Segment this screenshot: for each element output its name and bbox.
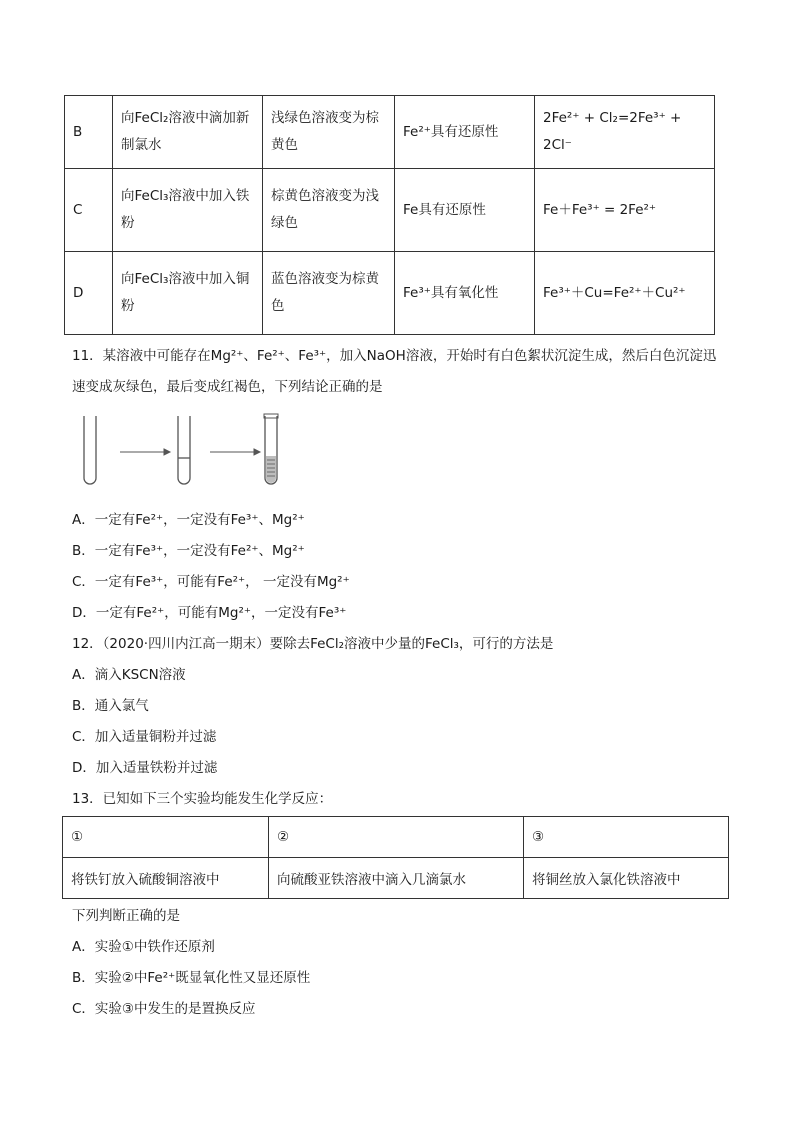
row-label: D bbox=[65, 252, 113, 335]
operation-line: 制氯水 bbox=[121, 137, 162, 153]
question-11-option-c: C．一定有Fe³⁺，可能有Fe²⁺， 一定没有Mg²⁺ bbox=[72, 574, 350, 590]
test-tube-diagram bbox=[78, 412, 298, 490]
question-13-option-a: A．实验①中铁作还原剂 bbox=[72, 939, 215, 955]
phenomenon-line: 色 bbox=[271, 298, 285, 314]
question-11-option-a: A．一定有Fe²⁺，一定没有Fe³⁺、Mg²⁺ bbox=[72, 512, 305, 528]
conclusion-cell: Fe²⁺具有还原性 bbox=[395, 96, 535, 169]
row-label: C bbox=[65, 169, 113, 252]
question-13-option-c: C．实验③中发生的是置换反应 bbox=[72, 1001, 256, 1017]
header-cell: ③ bbox=[524, 817, 729, 858]
table-row bbox=[63, 817, 729, 858]
experiment-list-table bbox=[62, 816, 729, 899]
question-11-stem-line1: 11．某溶液中可能存在Mg²⁺、Fe²⁺、Fe³⁺，加入NaOH溶液，开始时有白色絮状沉淀生成，然后白色沉淀迅 bbox=[72, 348, 717, 364]
operation-line: 向FeCl₃溶液中加入铁 bbox=[121, 188, 250, 204]
question-13-prompt: 下列判断正确的是 bbox=[72, 908, 180, 924]
operation-line: 向FeCl₂溶液中滴加新 bbox=[121, 110, 250, 126]
question-13-stem: 13．已知如下三个实验均能发生化学反应： bbox=[72, 791, 333, 807]
question-12-option-c: C．加入适量铜粉并过滤 bbox=[72, 729, 217, 745]
operation-line: 粉 bbox=[121, 298, 135, 314]
question-13-option-b: B．实验②中Fe²⁺既显氧化性又显还原性 bbox=[72, 970, 311, 986]
header-cell: ① bbox=[63, 817, 269, 858]
header-cell: ② bbox=[269, 817, 524, 858]
phenomenon-line: 棕黄色溶液变为浅 bbox=[271, 188, 379, 204]
equation-cell: Fe＋Fe³⁺ = 2Fe²⁺ bbox=[535, 169, 715, 252]
phenomenon-cell bbox=[263, 252, 395, 335]
conclusion-cell: Fe³⁺具有氧化性 bbox=[395, 252, 535, 335]
question-12-stem: 12．（2020·四川内江高一期末）要除去FeCl₂溶液中少量的FeCl₃，可行的方法是 bbox=[72, 636, 554, 652]
question-11-option-d: D．一定有Fe²⁺，可能有Mg²⁺，一定没有Fe³⁺ bbox=[72, 605, 347, 621]
phenomenon-cell bbox=[263, 169, 395, 252]
conclusion-cell: Fe具有还原性 bbox=[395, 169, 535, 252]
phenomenon-cell bbox=[263, 96, 395, 169]
phenomenon-line: 蓝色溶液变为棕黄 bbox=[271, 271, 379, 287]
table-row bbox=[65, 169, 715, 252]
operation-cell bbox=[113, 252, 263, 335]
experiment-cell: 向硫酸亚铁溶液中滴入几滴氯水 bbox=[269, 858, 524, 899]
question-11-option-b: B．一定有Fe³⁺，一定没有Fe²⁺、Mg²⁺ bbox=[72, 543, 305, 559]
table-row bbox=[65, 252, 715, 335]
question-12-option-a: A．滴入KSCN溶液 bbox=[72, 667, 186, 683]
precipitate-test-tube-icon bbox=[264, 414, 278, 484]
table-row bbox=[63, 858, 729, 899]
experiment-table bbox=[64, 95, 715, 335]
liquid-test-tube-icon bbox=[178, 416, 190, 484]
operation-cell bbox=[113, 96, 263, 169]
arrow-icon bbox=[210, 449, 260, 455]
experiment-cell: 将铁钉放入硫酸铜溶液中 bbox=[63, 858, 269, 899]
empty-test-tube-icon bbox=[84, 416, 96, 484]
question-12-option-b: B．通入氯气 bbox=[72, 698, 149, 714]
table-row bbox=[65, 96, 715, 169]
operation-line: 粉 bbox=[121, 215, 135, 231]
operation-line: 向FeCl₃溶液中加入铜 bbox=[121, 271, 250, 287]
phenomenon-line: 浅绿色溶液变为棕 bbox=[271, 110, 379, 126]
phenomenon-line: 绿色 bbox=[271, 215, 298, 231]
arrow-icon bbox=[120, 449, 170, 455]
experiment-cell: 将铜丝放入氯化铁溶液中 bbox=[524, 858, 729, 899]
row-label: B bbox=[65, 96, 113, 169]
operation-cell bbox=[113, 169, 263, 252]
question-12-option-d: D．加入适量铁粉并过滤 bbox=[72, 760, 218, 776]
question-11-stem-line2: 速变成灰绿色，最后变成红褐色，下列结论正确的是 bbox=[72, 379, 383, 395]
phenomenon-line: 黄色 bbox=[271, 137, 298, 153]
equation-cell: Fe³⁺＋Cu=Fe²⁺＋Cu²⁺ bbox=[535, 252, 715, 335]
equation-cell: 2Fe²⁺ + Cl₂=2Fe³⁺ + 2Cl⁻ bbox=[535, 96, 715, 169]
